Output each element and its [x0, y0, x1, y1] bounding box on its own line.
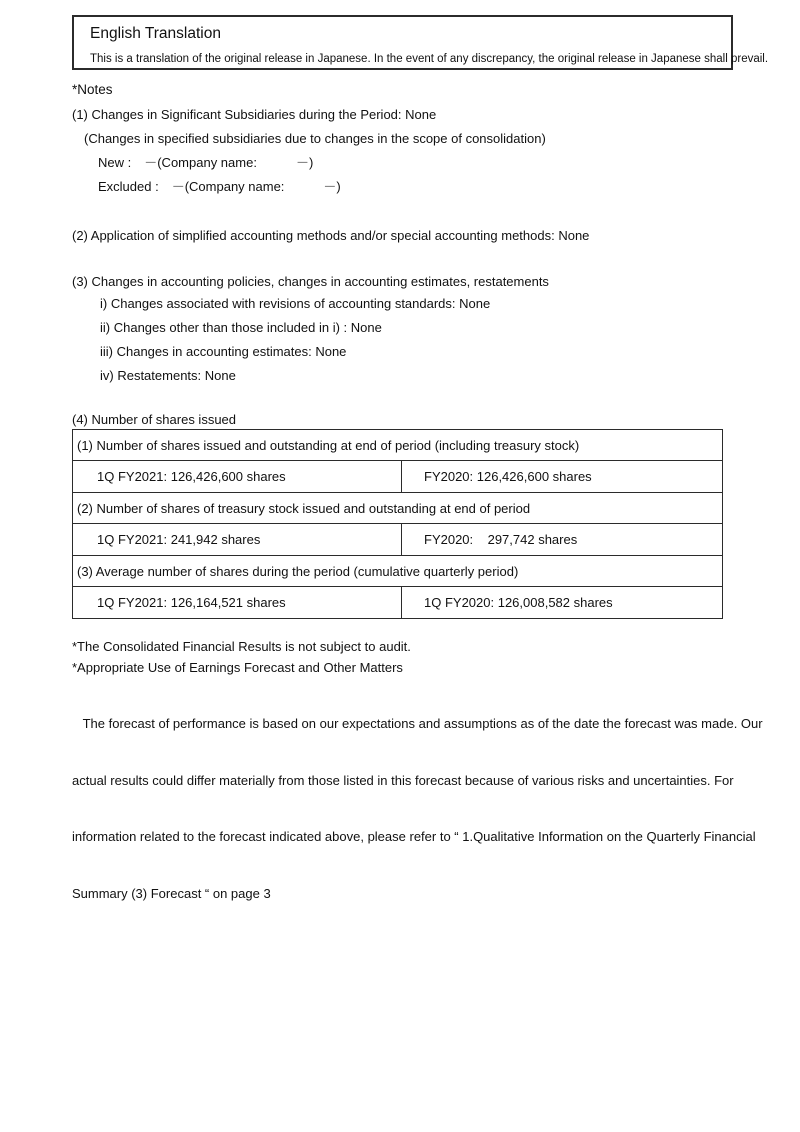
table-row-shares-issued-header [73, 430, 722, 461]
table-cell-1q-fy2021: 1Q FY2021: 241,942 shares [73, 524, 402, 555]
note-3-sub-iv: iv) Restatements: None [100, 368, 236, 383]
note-2-line: (2) Application of simplified accounting methods and/or special accounting methods: None [72, 228, 590, 243]
note-3-sub-iii: iii) Changes in accounting estimates: None [100, 344, 347, 359]
note-3-line: (3) Changes in accounting policies, changes in accounting estimates, restatements [72, 274, 549, 289]
note-1-new-line: New : －(Company name: －) [98, 155, 314, 170]
shares-table [72, 429, 723, 619]
forecast-paragraph-line: actual results could differ materially from those listed in this forecast because of various risks and uncertainties. For [72, 772, 734, 788]
table-cell: (1) Number of shares issued and outstanding at end of period (including treasury stock) [77, 437, 580, 453]
table-row-average-header [73, 556, 722, 587]
translation-notice-title: English Translation [90, 25, 221, 42]
table-row-treasury-values [73, 524, 722, 556]
translation-notice-box [72, 15, 769, 70]
table-row-average-values [73, 587, 722, 618]
forecast-paragraph [72, 678, 763, 940]
forecast-paragraph-line: The forecast of performance is based on our expectations and assumptions as of the date the forecast was made. Our [72, 716, 763, 731]
note-1-line: (1) Changes in Significant Subsidiaries during the Period: None [72, 107, 437, 122]
table-cell-fy2020: FY2020: 297,742 shares [424, 532, 578, 547]
note-3-sub-i: i) Changes associated with revisions of accounting standards: None [100, 296, 491, 311]
table-cell-fy2020: FY2020: 126,426,600 shares [424, 469, 592, 484]
audit-note: *The Consolidated Financial Results is not subject to audit. [72, 639, 411, 654]
table-row-treasury-header [73, 493, 722, 524]
forecast-paragraph-line: Summary (3) Forecast “ on page 3 [72, 885, 271, 901]
table-row-shares-issued-values [73, 461, 722, 493]
table-cell-1q-fy2020: 1Q FY2020: 126,008,582 shares [424, 595, 613, 610]
note-1-excluded-line: Excluded : －(Company name: －) [98, 179, 341, 194]
table-cell: (3) Average number of shares during the period (cumulative quarterly period) [77, 563, 519, 579]
table-cell: (2) Number of shares of treasury stock issued and outstanding at end of period [77, 500, 531, 516]
table-cell-1q-fy2021: 1Q FY2021: 126,426,600 shares [73, 461, 402, 492]
note-1-subline: (Changes in specified subsidiaries due to changes in the scope of consolidation) [84, 131, 546, 146]
translation-notice-disclaimer: This is a translation of the original release in Japanese. In the event of any discrepancy, the original release in Japanese shall prevail. [90, 53, 769, 65]
notes-heading: *Notes [72, 82, 113, 97]
note-3-sub-ii: ii) Changes other than those included in i) : None [100, 320, 382, 335]
table-cell-1q-fy2021: 1Q FY2021: 126,164,521 shares [73, 587, 402, 618]
note-4-line: (4) Number of shares issued [72, 412, 237, 427]
forecast-heading: *Appropriate Use of Earnings Forecast and Other Matters [72, 660, 403, 675]
forecast-paragraph-line: information related to the forecast indicated above, please refer to “ 1.Qualitative Information on the Quarterly Financial [72, 829, 756, 844]
